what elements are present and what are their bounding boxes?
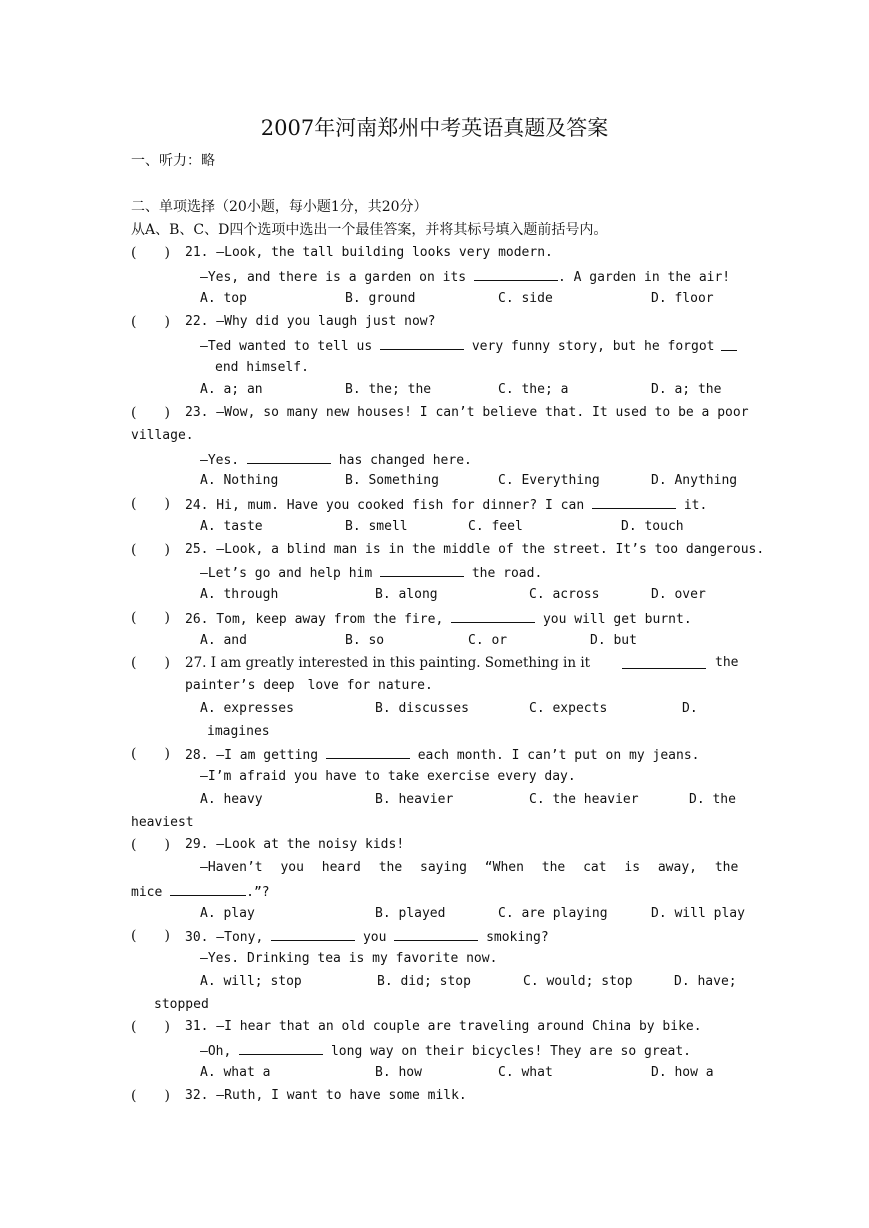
- question-stem: 29. —Look at the noisy kids!: [185, 837, 405, 852]
- question-line: end himself.: [215, 360, 309, 375]
- option-a: A. play: [200, 906, 255, 921]
- option-c: C. the; a: [498, 382, 569, 397]
- answer-blank: [592, 495, 676, 509]
- option-c: C. across: [529, 587, 600, 602]
- option-b: B. ground: [345, 291, 416, 306]
- option-b: B. played: [375, 906, 446, 921]
- question-line: village.: [131, 428, 194, 443]
- question-stem: 31. —I hear that an old couple are traveling around China by bike.: [185, 1019, 702, 1034]
- answer-bracket: ( ): [131, 542, 170, 558]
- question-line: —I’m afraid you have to take exercise every day.: [200, 769, 576, 784]
- option-c: C. feel: [468, 519, 523, 534]
- answer-blank: [239, 1041, 323, 1055]
- option-b: B. smell: [345, 519, 408, 534]
- option-d-wrap: heaviest: [131, 815, 194, 830]
- option-b: B. so: [345, 633, 385, 648]
- question-stem: 25. —Look, a blind man is in the middle of the street. It’s too dangerous.: [185, 542, 765, 557]
- option-b: B. heavier: [375, 792, 454, 807]
- option-a: A. a; an: [200, 382, 263, 397]
- option-a: A. and: [200, 633, 247, 648]
- answer-bracket: ( ): [131, 496, 170, 512]
- question-line: —Let’s go and help him the road.: [200, 563, 542, 583]
- option-d: D. touch: [621, 519, 684, 534]
- option-d: D. have;: [674, 974, 737, 989]
- answer-bracket: ( ): [131, 655, 170, 671]
- question-stem: 23. —Wow, so many new houses! I can’t believe that. It used to be a poor: [185, 405, 749, 420]
- answer-bracket: ( ): [131, 610, 170, 626]
- page-title: 2007年河南郑州中考英语真题及答案: [260, 116, 609, 140]
- instruction: 从A、B、C、D四个选项中选出一个最佳答案，并将其标号填入题前括号内。: [131, 222, 608, 238]
- option-c: C. are playing: [498, 906, 608, 921]
- option-b: B. along: [375, 587, 438, 602]
- question-stem: 24. Hi, mum. Have you cooked fish for dinner? I can it.: [185, 495, 707, 515]
- answer-blank: [271, 927, 355, 941]
- option-d: D. floor: [651, 291, 714, 306]
- answer-bracket: ( ): [131, 837, 170, 853]
- answer-blank: [622, 655, 706, 669]
- answer-blank: [451, 609, 535, 623]
- option-b: B. discusses: [375, 701, 469, 716]
- option-d: D.: [682, 701, 698, 716]
- option-c: C. side: [498, 291, 553, 306]
- answer-bracket: ( ): [131, 746, 170, 762]
- question-line: —Yes, and there is a garden on its . A garden in the air!: [200, 267, 730, 287]
- section-single-choice: 二、单项选择（20小题，每小题1分，共20分）: [131, 199, 428, 215]
- answer-blank: [380, 563, 464, 577]
- option-d: D. but: [590, 633, 637, 648]
- option-a: A. will; stop: [200, 974, 302, 989]
- question-stem: 22. —Why did you laugh just now?: [185, 314, 436, 329]
- question-line: the: [715, 655, 739, 670]
- option-b: B. the; the: [345, 382, 432, 397]
- option-a: A. taste: [200, 519, 263, 534]
- question-line: mice .”?: [131, 882, 270, 902]
- answer-bracket: ( ): [131, 1019, 170, 1035]
- question-line: —Ted wanted to tell us very funny story, but he forgot: [200, 336, 714, 356]
- answer-blank: [474, 267, 558, 281]
- option-b: B. did; stop: [377, 974, 471, 989]
- question-line: —Haven’t you heard the saying “When the cat is away, the: [200, 860, 739, 875]
- option-d: D. how a: [651, 1065, 714, 1080]
- option-c: C. the heavier: [529, 792, 639, 807]
- option-a: A. expresses: [200, 701, 294, 716]
- option-b: B. how: [375, 1065, 422, 1080]
- answer-blank: [394, 927, 478, 941]
- option-a: A. heavy: [200, 792, 263, 807]
- question-stem: 32. —Ruth, I want to have some milk.: [185, 1088, 467, 1103]
- option-c: C. would; stop: [523, 974, 633, 989]
- answer-bracket: ( ): [131, 314, 170, 330]
- question-line: painter’s deep love for nature.: [185, 678, 433, 693]
- option-a: A. what a: [200, 1065, 271, 1080]
- question-stem: 30. —Tony, you smoking?: [185, 927, 549, 947]
- option-d: D. will play: [651, 906, 745, 921]
- answer-bracket: ( ): [131, 245, 170, 261]
- answer-blank: [170, 882, 246, 896]
- answer-bracket: ( ): [131, 928, 170, 944]
- option-d: D. over: [651, 587, 706, 602]
- option-d: D. Anything: [651, 473, 738, 488]
- answer-blank: [721, 337, 737, 351]
- question-stem: 26. Tom, keep away from the fire, you will get burnt.: [185, 609, 692, 629]
- option-c: C. what: [498, 1065, 553, 1080]
- question-line: —Yes. Drinking tea is my favorite now.: [200, 951, 498, 966]
- option-d-wrap: imagines: [207, 724, 270, 739]
- option-a: A. Nothing: [200, 473, 279, 488]
- answer-bracket: ( ): [131, 1088, 170, 1104]
- option-a: A. top: [200, 291, 247, 306]
- answer-blank: [247, 450, 331, 464]
- answer-bracket: ( ): [131, 405, 170, 421]
- option-d: D. a; the: [651, 382, 722, 397]
- question-stem: 28. —I am getting each month. I can’t put on my jeans.: [185, 745, 699, 765]
- answer-blank: [326, 745, 410, 759]
- question-line: —Oh, long way on their bicycles! They are so great.: [200, 1041, 691, 1061]
- option-c: C. expects: [529, 701, 608, 716]
- question-stem: 27. I am greatly interested in this painting. Something in it: [185, 655, 591, 671]
- option-c: C. or: [468, 633, 508, 648]
- section-listening: 一、听力：略: [131, 153, 215, 169]
- question-line: —Yes. has changed here.: [200, 450, 472, 470]
- question-stem: 21. —Look, the tall building looks very modern.: [185, 245, 553, 260]
- option-a: A. through: [200, 587, 279, 602]
- option-d-wrap: stopped: [154, 997, 209, 1012]
- option-c: C. Everything: [498, 473, 600, 488]
- answer-blank: [380, 336, 464, 350]
- option-b: B. Something: [345, 473, 439, 488]
- option-d: D. the: [689, 792, 736, 807]
